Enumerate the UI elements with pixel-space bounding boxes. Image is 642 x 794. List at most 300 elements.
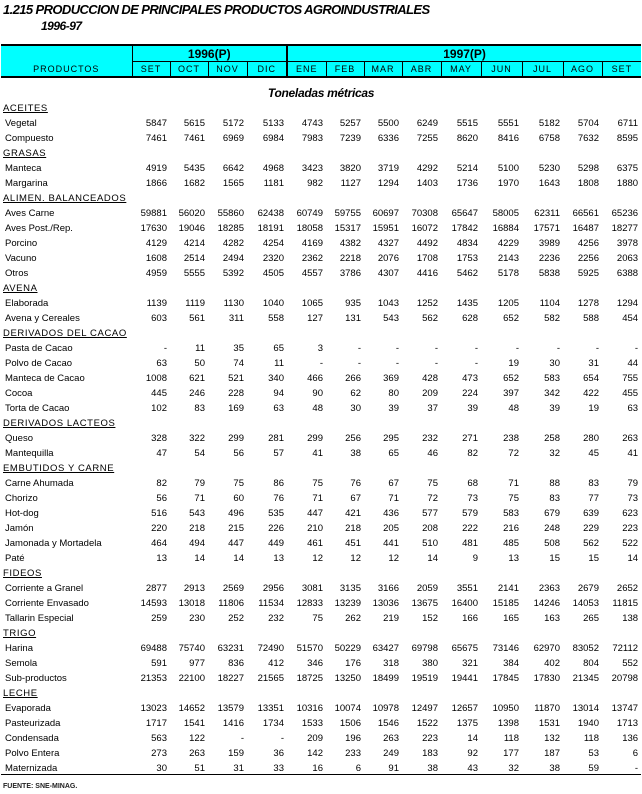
value-cell: 1880 (616, 178, 639, 189)
value-cell: 15 (549, 553, 560, 564)
table-row (1, 176, 641, 191)
value-cell: 4169 (301, 238, 323, 249)
product-name: Mantequilla (5, 448, 54, 459)
value-cell: - (434, 358, 438, 369)
value-cell: 53 (588, 748, 599, 759)
value-cell: 1734 (262, 718, 284, 729)
value-cell: 224 (462, 388, 478, 399)
value-cell: 577 (422, 508, 438, 519)
value-cell: 71 (388, 493, 399, 504)
value-cell: 265 (583, 613, 599, 624)
month-header: DIC (247, 62, 287, 78)
table-row (1, 311, 641, 326)
value-cell: 2256 (577, 253, 599, 264)
value-cell: 132 (544, 733, 560, 744)
value-cell: 5555 (183, 268, 205, 279)
value-cell: 1546 (377, 718, 399, 729)
value-cell: 32 (508, 763, 519, 774)
value-cell: 2363 (538, 583, 560, 594)
table-row (1, 491, 641, 506)
value-cell: 1565 (222, 178, 244, 189)
value-cell: 41 (312, 448, 323, 459)
value-cell: 21345 (572, 673, 599, 684)
value-cell: 35 (233, 343, 244, 354)
value-cell: 5435 (183, 163, 205, 174)
value-cell: 5515 (456, 118, 478, 129)
value-cell: 80 (388, 388, 399, 399)
product-name: Cocoa (5, 388, 33, 399)
value-cell: 266 (345, 373, 361, 384)
value-cell: 2913 (183, 583, 205, 594)
value-cell: 152 (422, 613, 438, 624)
value-cell: 82 (156, 478, 167, 489)
value-cell: 654 (583, 373, 599, 384)
table-row (1, 671, 641, 686)
value-cell: 220 (151, 523, 167, 534)
value-cell: 8595 (616, 133, 639, 144)
value-cell: 75 (508, 493, 519, 504)
value-cell: 218 (189, 523, 205, 534)
value-cell: 397 (503, 388, 519, 399)
value-cell: 1940 (577, 718, 599, 729)
table-row (1, 716, 641, 731)
table-row (1, 731, 641, 746)
product-name: Manteca (5, 163, 42, 174)
value-cell: 4492 (416, 238, 438, 249)
table-row (1, 746, 641, 761)
value-cell: 583 (544, 373, 560, 384)
value-cell: 14 (233, 553, 244, 564)
value-cell: 3166 (377, 583, 399, 594)
value-cell: 299 (307, 433, 323, 444)
value-cell: 4557 (301, 268, 323, 279)
value-cell: 679 (544, 508, 560, 519)
value-cell: 1808 (577, 178, 599, 189)
product-name: Sub-productos (5, 673, 67, 684)
value-cell: 14053 (572, 598, 599, 609)
category-row (1, 566, 641, 581)
value-cell: - (515, 343, 519, 354)
value-cell: 322 (189, 433, 205, 444)
value-cell: 62311 (534, 208, 560, 219)
value-cell: 1717 (145, 718, 167, 729)
product-name: Tallarin Especial (5, 613, 74, 624)
value-cell: 1181 (263, 178, 284, 189)
value-cell: 421 (345, 508, 361, 519)
value-cell: 15317 (334, 223, 361, 234)
value-cell: 1294 (377, 178, 399, 189)
product-name: Torta de Cacao (5, 403, 70, 414)
value-cell: 187 (544, 748, 560, 759)
value-cell: 3786 (339, 268, 361, 279)
category-row (1, 326, 641, 341)
value-cell: 48 (312, 403, 323, 414)
value-cell: 18191 (257, 223, 284, 234)
value-cell: 118 (583, 733, 599, 744)
year-1996-header: 1996(P) (132, 45, 287, 62)
value-cell: 5704 (577, 118, 599, 129)
value-cell: 4327 (377, 238, 399, 249)
value-cell: 562 (422, 313, 438, 324)
value-cell: 6642 (222, 163, 244, 174)
value-cell: 1278 (577, 298, 599, 309)
product-name: Paté (5, 553, 25, 564)
product-name: Carne Ahumada (5, 478, 74, 489)
value-cell: 5257 (339, 118, 361, 129)
category-row (1, 146, 641, 161)
value-cell: 13747 (611, 703, 639, 714)
table-row (1, 116, 641, 131)
bottom-rule (1, 774, 641, 775)
value-cell: 238 (503, 433, 519, 444)
value-cell: 543 (383, 313, 399, 324)
value-cell: 12 (388, 553, 399, 564)
month-header: ABR (402, 62, 441, 78)
product-name: Otros (5, 268, 29, 279)
value-cell: 73 (627, 493, 639, 504)
month-header: NOV (208, 62, 247, 78)
value-cell: 223 (622, 523, 639, 534)
value-cell: 60 (233, 493, 244, 504)
value-cell: 652 (503, 373, 519, 384)
value-cell: 82 (467, 448, 478, 459)
value-cell: 16487 (572, 223, 599, 234)
table-row (1, 701, 641, 716)
value-cell: 1065 (301, 298, 323, 309)
value-cell: 6375 (616, 163, 639, 174)
value-cell: 5133 (262, 118, 284, 129)
value-cell: 485 (503, 538, 519, 549)
value-cell: 226 (268, 523, 284, 534)
value-cell: 17571 (533, 223, 560, 234)
value-cell: 131 (345, 313, 361, 324)
value-cell: 222 (462, 523, 478, 534)
value-cell: - (474, 358, 478, 369)
value-cell: 1522 (416, 718, 438, 729)
value-cell: 2494 (222, 253, 244, 264)
value-cell: 230 (189, 613, 205, 624)
value-cell: 5925 (577, 268, 599, 279)
value-cell: 1416 (222, 718, 244, 729)
table-row (1, 551, 641, 566)
value-cell: 65 (273, 343, 284, 354)
value-cell: 215 (228, 523, 244, 534)
value-cell: 127 (307, 313, 323, 324)
value-cell: 183 (422, 748, 438, 759)
value-cell: 15951 (372, 223, 399, 234)
value-cell: 209 (307, 733, 323, 744)
table-row (1, 341, 641, 356)
value-cell: 342 (544, 388, 560, 399)
value-cell: 6711 (617, 118, 639, 129)
value-cell: - (434, 343, 438, 354)
value-cell: 2236 (538, 253, 560, 264)
value-cell: 21353 (140, 673, 167, 684)
month-header: ENE (287, 62, 326, 78)
value-cell: 38 (350, 448, 361, 459)
month-header: AGO (563, 62, 602, 78)
value-cell: 13250 (334, 673, 361, 684)
value-cell: 1008 (145, 373, 167, 384)
value-cell: 5182 (538, 118, 560, 129)
value-cell: 1736 (456, 178, 478, 189)
value-cell: 5838 (538, 268, 560, 279)
value-cell: 447 (228, 538, 244, 549)
product-name: Compuesto (5, 133, 54, 144)
value-cell: 232 (268, 613, 284, 624)
value-cell: 1205 (497, 298, 519, 309)
value-cell: 232 (422, 433, 438, 444)
value-cell: 558 (268, 313, 284, 324)
value-cell: 32 (549, 448, 560, 459)
value-cell: 37 (427, 403, 438, 414)
value-cell: 228 (228, 388, 244, 399)
value-cell: 6336 (377, 133, 399, 144)
value-cell: 62438 (257, 208, 284, 219)
table-row (1, 536, 641, 551)
value-cell: 216 (503, 523, 519, 534)
products-column-header: PRODUCTOS (1, 45, 132, 77)
value-cell: 6249 (416, 118, 438, 129)
value-cell: 4256 (577, 238, 599, 249)
value-cell: 755 (622, 373, 639, 384)
value-cell: 21565 (257, 673, 284, 684)
category-label: LECHE (3, 688, 38, 699)
value-cell: 4919 (145, 163, 167, 174)
value-cell: 48 (508, 403, 519, 414)
value-cell: 70308 (411, 208, 438, 219)
table-row (1, 506, 641, 521)
category-label: AVENA (3, 283, 38, 294)
value-cell: 466 (307, 373, 323, 384)
product-name: Polvo de Cacao (5, 358, 73, 369)
value-cell: 83 (549, 493, 560, 504)
value-cell: 47 (156, 448, 167, 459)
value-cell: - (634, 343, 639, 354)
month-header: JUL (522, 62, 563, 78)
value-cell: 1435 (456, 298, 478, 309)
value-cell: 76 (350, 478, 361, 489)
value-cell: 4834 (456, 238, 478, 249)
value-cell: 79 (194, 478, 205, 489)
table-header (1, 44, 641, 78)
value-cell: 72490 (257, 643, 284, 654)
value-cell: 1040 (262, 298, 284, 309)
value-cell: 63 (627, 403, 639, 414)
value-cell: 5847 (145, 118, 167, 129)
value-cell: 10316 (296, 703, 323, 714)
value-cell: 56020 (178, 208, 205, 219)
category-row (1, 191, 641, 206)
value-cell: 2320 (262, 253, 284, 264)
value-cell: 1608 (145, 253, 167, 264)
value-cell: 57 (273, 448, 284, 459)
product-name: Porcino (5, 238, 38, 249)
category-label: DERIVADOS LACTEOS (3, 418, 116, 429)
value-cell: 6 (632, 748, 639, 759)
value-cell: 522 (622, 538, 639, 549)
value-cell: 73 (467, 493, 478, 504)
value-cell: 311 (228, 313, 244, 324)
value-cell: 19 (508, 358, 519, 369)
value-cell: 11870 (534, 703, 560, 714)
value-cell: 19441 (451, 673, 478, 684)
value-cell: 3820 (339, 163, 361, 174)
value-cell: 2141 (497, 583, 519, 594)
value-cell: 1043 (377, 298, 399, 309)
value-cell: 588 (583, 313, 599, 324)
table-row (1, 521, 641, 536)
value-cell: 20798 (611, 673, 639, 684)
value-cell: 4382 (339, 238, 361, 249)
table-row (1, 236, 641, 251)
value-cell: 176 (345, 658, 361, 669)
value-cell: 4282 (222, 238, 244, 249)
value-cell: 31 (588, 358, 599, 369)
value-cell: 248 (544, 523, 560, 534)
value-cell: 535 (268, 508, 284, 519)
table-row (1, 431, 641, 446)
value-cell: 11806 (218, 598, 244, 609)
value-cell: 508 (544, 538, 560, 549)
product-name: Chorizo (5, 493, 38, 504)
category-label: ALIMEN. BALANCEADOS (3, 193, 127, 204)
page-subtitle: 1996-97 (41, 19, 82, 33)
value-cell: 13 (156, 553, 167, 564)
month-header: OCT (170, 62, 208, 78)
value-cell: 205 (383, 523, 399, 534)
value-cell: 83 (588, 478, 599, 489)
value-cell: 4292 (416, 163, 438, 174)
value-cell: 628 (462, 313, 478, 324)
value-cell: 5178 (497, 268, 519, 279)
value-cell: 166 (462, 613, 478, 624)
value-cell: 18058 (296, 223, 323, 234)
value-cell: 208 (422, 523, 438, 534)
value-cell: - (595, 343, 599, 354)
value-cell: 39 (467, 403, 478, 414)
value-cell: 75 (312, 478, 323, 489)
table-row (1, 476, 641, 491)
value-cell: - (319, 358, 323, 369)
value-cell: 56 (233, 448, 244, 459)
value-cell: 10978 (372, 703, 399, 714)
value-cell: 18227 (217, 673, 244, 684)
value-cell: 6984 (262, 133, 284, 144)
value-cell: 3719 (377, 163, 399, 174)
value-cell: 39 (549, 403, 560, 414)
value-cell: 3423 (301, 163, 323, 174)
value-cell: 39 (388, 403, 399, 414)
product-name: Avena y Cereales (5, 313, 80, 324)
value-cell: 67 (388, 478, 399, 489)
value-cell: 1531 (538, 718, 560, 729)
category-label: GRASAS (3, 148, 47, 159)
value-cell: - (634, 763, 639, 774)
value-cell: 209 (422, 388, 438, 399)
value-cell: 328 (151, 433, 167, 444)
value-cell: 79 (627, 478, 639, 489)
category-label: FIDEOS (3, 568, 42, 579)
value-cell: 50 (194, 358, 205, 369)
value-cell: 122 (189, 733, 205, 744)
month-header: SET (602, 62, 641, 78)
value-cell: 60749 (296, 208, 323, 219)
value-cell: 263 (383, 733, 399, 744)
value-cell: 136 (622, 733, 639, 744)
value-cell: 69488 (140, 643, 167, 654)
value-cell: 92 (467, 748, 478, 759)
value-cell: 4129 (145, 238, 167, 249)
value-cell: 7461 (183, 133, 205, 144)
value-cell: 55860 (217, 208, 244, 219)
value-cell: 982 (307, 178, 323, 189)
value-cell: 66561 (572, 208, 599, 219)
product-name: Vegetal (5, 118, 37, 129)
month-header: MAR (364, 62, 402, 78)
value-cell: 71 (194, 493, 205, 504)
value-cell: 280 (583, 433, 599, 444)
value-cell: 273 (151, 748, 167, 759)
product-name: Pasteurizada (5, 718, 61, 729)
value-cell: 2569 (222, 583, 244, 594)
value-cell: 5172 (222, 118, 244, 129)
value-cell: 33 (273, 763, 284, 774)
value-cell: 3989 (538, 238, 560, 249)
category-label: EMBUTIDOS Y CARNE (3, 463, 115, 474)
product-name: Queso (5, 433, 33, 444)
table-row (1, 641, 641, 656)
category-row (1, 626, 641, 641)
value-cell: 13239 (334, 598, 361, 609)
value-cell: 246 (189, 388, 205, 399)
value-cell: 4743 (301, 118, 323, 129)
value-cell: 12833 (296, 598, 323, 609)
value-cell: 74 (233, 358, 244, 369)
value-cell: 1130 (223, 298, 244, 309)
value-cell: 259 (151, 613, 167, 624)
value-cell: 5230 (538, 163, 560, 174)
value-cell: 38 (427, 763, 438, 774)
value-cell: 6758 (538, 133, 560, 144)
value-cell: 71 (312, 493, 323, 504)
value-cell: 621 (189, 373, 205, 384)
value-cell: 346 (307, 658, 323, 669)
value-cell: 11 (195, 343, 205, 354)
value-cell: 76 (273, 493, 284, 504)
value-cell: 30 (156, 763, 167, 774)
value-cell: 14 (627, 553, 639, 564)
category-row (1, 461, 641, 476)
value-cell: 13579 (217, 703, 244, 714)
value-cell: 51 (194, 763, 205, 774)
value-cell: 169 (228, 403, 244, 414)
value-cell: 455 (622, 388, 639, 399)
value-cell: 11534 (258, 598, 284, 609)
value-cell: 218 (345, 523, 361, 534)
value-cell: 258 (544, 433, 560, 444)
value-cell: 3551 (456, 583, 478, 594)
category-row (1, 686, 641, 701)
value-cell: 4254 (262, 238, 284, 249)
value-cell: 2652 (616, 583, 639, 594)
value-cell: 603 (151, 313, 167, 324)
value-cell: 6969 (222, 133, 244, 144)
value-cell: 86 (273, 478, 284, 489)
value-cell: 271 (462, 433, 478, 444)
value-cell: 75740 (178, 643, 205, 654)
value-cell: 652 (503, 313, 519, 324)
